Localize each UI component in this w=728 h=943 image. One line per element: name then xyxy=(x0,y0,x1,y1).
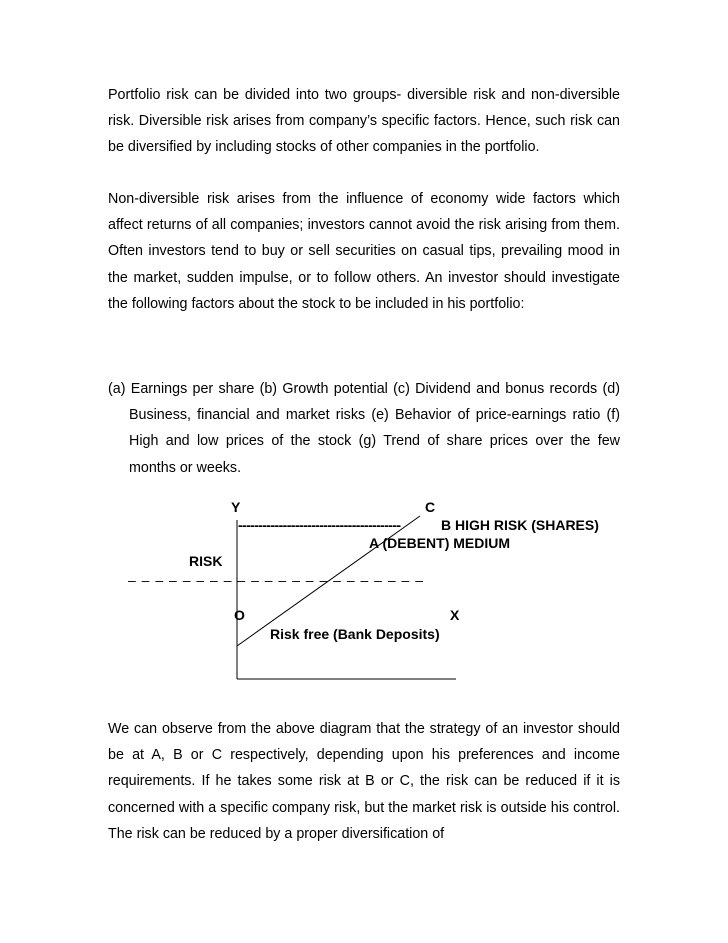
x-axis-label: X xyxy=(450,607,460,623)
closing-paragraph: We can observe from the above diagram that the strategy of an investor should be at A, B or C respectively, depending upon his preferences and income requirements. If he takes some risk at B or C, the risk can be reduced if it is concerned with a specific company risk, but the market risk is outside his control. The risk can be reduced by a proper diversification of xyxy=(108,721,620,842)
intro-paragraph: Portfolio risk can be divided into two groups- diversible risk and non-diversible risk. Diversible risk arises from company’s specific factors. Hence, such risk can be diversified by including stocks of other companies in the portfolio. xyxy=(108,87,620,156)
non-diversible-paragraph: Non-diversible risk arises from the influence of economy wide factors which affect returns of all companies; investors cannot avoid the risk arising from them. Often investors tend to buy or sell securities on casual tips, prevailing mood in the market, sudden impulse, or to follow others. An investor should investigate the following factors about the stock to be included in his portfolio: xyxy=(108,191,620,312)
point-a-label: A (DEBENT) MEDIUM xyxy=(369,535,511,551)
y-axis-label: Y xyxy=(231,499,241,515)
point-c-label: C xyxy=(425,499,436,515)
b-dashed-line: ---------------------------------------- xyxy=(238,517,401,533)
point-b-label: B HIGH RISK (SHARES) xyxy=(441,517,599,533)
risk-dashed-line: – – – – – – – – – – – – – – – – – – – – – – xyxy=(128,572,424,588)
risk-axis-label: RISK xyxy=(189,553,223,569)
origin-label: O xyxy=(234,607,245,623)
risk-free-label: Risk free (Bank Deposits) xyxy=(270,626,440,642)
factors-list: (a) Earnings per share (b) Growth potential (c) Dividend and bonus records (d) Business, financial and market risks (e) Behavior of price-earnings ratio (f) High and low prices of the stock (g) Trend of share prices over the few months or weeks. xyxy=(108,381,620,476)
